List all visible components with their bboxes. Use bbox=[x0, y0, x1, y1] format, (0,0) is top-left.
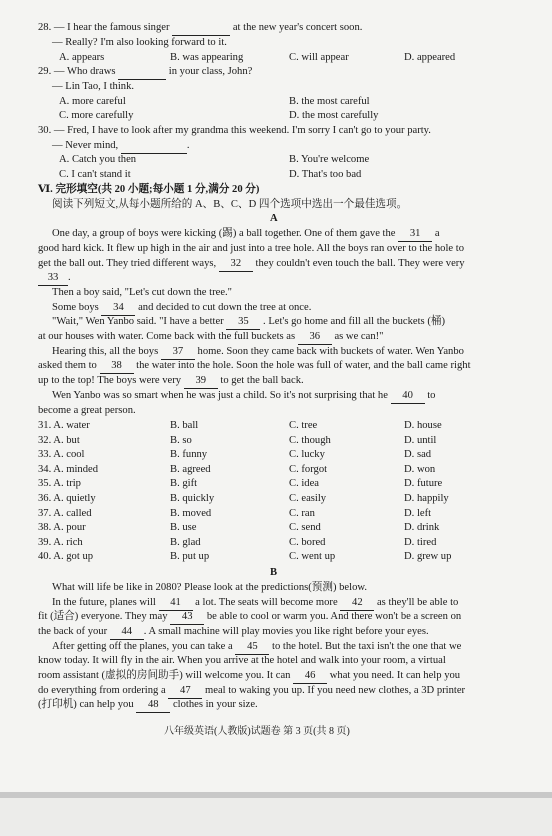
option: B. moved bbox=[170, 507, 212, 519]
passage-a-line: Then a boy said, "Let's cut down the tree." bbox=[52, 287, 233, 298]
option: B. glad bbox=[170, 536, 201, 548]
blank-46: 46 bbox=[293, 669, 327, 684]
option: C. send bbox=[289, 522, 321, 534]
passage-a-line: Some boys 34 and decided to cut down the tree at once. bbox=[52, 301, 311, 316]
passage-a-line: get the ball out. They tried different ways, 32 they couldn't even touch the ball. They were very bbox=[38, 257, 465, 272]
option: B. put up bbox=[170, 551, 210, 563]
blank-39: 39 bbox=[184, 374, 218, 389]
passage-a-line: become a great person. bbox=[38, 405, 136, 416]
option: B. quickly bbox=[170, 493, 215, 504]
option: B. the most careful bbox=[289, 96, 370, 107]
option: D. grew up bbox=[404, 551, 452, 563]
option: D. won bbox=[404, 463, 436, 475]
blank-44: 44 bbox=[110, 625, 144, 640]
blank-35: 35 bbox=[226, 315, 260, 330]
option: 32. A. but bbox=[38, 434, 80, 446]
option: C. will appear bbox=[289, 52, 349, 63]
answer-blank bbox=[121, 139, 187, 154]
option: 35. A. trip bbox=[38, 478, 81, 490]
question-30-reply: — Never mind, . bbox=[52, 139, 190, 154]
option: D. until bbox=[404, 434, 437, 446]
blank-32: 32 bbox=[219, 257, 253, 272]
question-29-reply: — Lin Tao, I think. bbox=[52, 81, 135, 92]
answer-blank bbox=[172, 21, 230, 36]
option: C. easily bbox=[289, 493, 327, 504]
option: C. idea bbox=[289, 478, 320, 490]
option: D. left bbox=[404, 507, 432, 519]
question-28-reply: — Really? I'm also looking forward to it. bbox=[52, 37, 227, 48]
question-29-stem: 29. — Who draws in your class, John? bbox=[38, 65, 252, 80]
option: C. lucky bbox=[289, 449, 325, 461]
option: C. bored bbox=[289, 536, 326, 548]
question-28-stem: 28. — I hear the famous singer at the new year's concert soon. bbox=[38, 21, 362, 36]
passage-a-line: "Wait," Wen Yanbo said. "I have a better 35 . Let's go home and fill all the buckets (桶) bbox=[52, 315, 445, 330]
section-title: Ⅵ. 完形填空(共 20 小题;每小题 1 分,满分 20 分) bbox=[38, 184, 260, 195]
option: B. so bbox=[170, 434, 192, 446]
option: B. You're welcome bbox=[289, 154, 370, 165]
option: B. funny bbox=[170, 449, 208, 461]
option: C. tree bbox=[289, 420, 318, 431]
option: C. I can't stand it bbox=[59, 169, 131, 180]
passage-a-line: One day, a group of boys were kicking (踢) a ball together. One of them gave the 31 a bbox=[52, 227, 440, 242]
blank-48: 48 bbox=[136, 698, 170, 713]
option: D. happily bbox=[404, 493, 449, 504]
question-30-stem: 30. — Fred, I have to look after my grandma this weekend. I'm sorry I can't go to your party. bbox=[38, 125, 431, 136]
passage-a-line: up to the top! The boys were very 39 to get the ball back. bbox=[38, 374, 304, 389]
passage-b-line: (打印机) can help you 48 clothes in your size. bbox=[38, 698, 258, 713]
option: C. went up bbox=[289, 551, 336, 563]
option: 34. A. minded bbox=[38, 463, 99, 475]
passage-a-line: at our houses with water. Come back with the full buckets as 36 as we can!" bbox=[38, 330, 383, 345]
option: A. appears bbox=[59, 52, 105, 63]
passage-a-line: asked them to 38 the water into the hole. Soon the hole was full of water, and the ball came right bbox=[38, 359, 471, 374]
answer-blank bbox=[118, 65, 166, 80]
option: A. Catch you then bbox=[59, 154, 137, 165]
option: D. the most carefully bbox=[289, 110, 379, 121]
scan-margin bbox=[0, 798, 552, 836]
blank-37: 37 bbox=[161, 345, 195, 360]
blank-34: 34 bbox=[101, 301, 135, 316]
option: A. more careful bbox=[59, 96, 126, 107]
blank-43: 43 bbox=[170, 610, 204, 625]
option: 37. A. called bbox=[38, 507, 92, 519]
blank-42: 42 bbox=[340, 596, 374, 611]
option: B. use bbox=[170, 522, 197, 534]
page-footer: 八年级英语(人教版)试题卷 第 3 页(共 8 页) bbox=[164, 726, 350, 737]
section-instruction: 阅读下列短文,从每小题所给的 A、B、C、D 四个选项中选出一个最佳选项。 bbox=[52, 199, 408, 210]
option: 39. A. rich bbox=[38, 536, 83, 548]
option: C. ran bbox=[289, 507, 315, 519]
option: D. appeared bbox=[404, 52, 456, 63]
option: D. drink bbox=[404, 522, 440, 534]
option: B. gift bbox=[170, 478, 198, 490]
option: 33. A. cool bbox=[38, 449, 85, 461]
blank-41: 41 bbox=[159, 596, 193, 611]
passage-b-line: know today. It will fly in the air. When you arrive at the hotel and walk into your room, a virtual bbox=[38, 655, 446, 666]
passage-a-line: good hard kick. It flew up high in the air and just into a tree hole. All the boys ran over to the hole to bbox=[38, 243, 465, 254]
passage-a-label: A bbox=[270, 213, 278, 224]
blank-45: 45 bbox=[235, 640, 269, 655]
passage-b-line: What will life be like in 2080? Please look at the predictions(预测) below. bbox=[52, 582, 367, 593]
blank-31: 31 bbox=[398, 227, 432, 242]
option: D. house bbox=[404, 420, 442, 431]
blank-47: 47 bbox=[168, 684, 202, 699]
option: 36. A. quietly bbox=[38, 493, 96, 504]
blank-36: 36 bbox=[298, 330, 332, 345]
option: D. future bbox=[404, 478, 443, 490]
passage-a-line: Wen Yanbo was so smart when he was just a child. So it's not surprising that he 40 to bbox=[52, 389, 435, 404]
option: B. ball bbox=[170, 420, 199, 431]
passage-b-line: do everything from ordering a 47 meal to waking you up. If you need new clothes, a 3D printer bbox=[38, 684, 465, 699]
passage-b-line: the back of your 44 . A small machine will play movies you like right before your eyes. bbox=[38, 625, 429, 640]
blank-38: 38 bbox=[100, 359, 134, 374]
option: B. agreed bbox=[170, 463, 211, 475]
blank-40: 40 bbox=[391, 389, 425, 404]
option: D. sad bbox=[404, 449, 432, 461]
option: C. more carefully bbox=[59, 110, 134, 121]
blank-33: 33 bbox=[38, 271, 68, 286]
option: 38. A. pour bbox=[38, 522, 86, 534]
option: D. tired bbox=[404, 536, 437, 548]
option: B. was appearing bbox=[170, 52, 244, 63]
passage-b-line: After getting off the planes, you can take a 45 to the hotel. But the taxi isn't the one that we bbox=[52, 640, 461, 655]
option: 40. A. got up bbox=[38, 551, 94, 563]
passage-b-label: B bbox=[270, 567, 278, 578]
passage-b-line: In the future, planes will 41 a lot. The seats will become more 42 as they'll be able to bbox=[52, 596, 458, 611]
option: C. forgot bbox=[289, 463, 328, 475]
passage-b-line: fit (适合) everyone. They may 43 be able to cool or warm you. And there won't be a screen on bbox=[38, 610, 461, 625]
passage-a-line: Hearing this, all the boys 37 home. Soon they came back with buckets of water. Wen Yanbo bbox=[52, 345, 464, 360]
option: D. That's too bad bbox=[289, 169, 362, 180]
option: C. though bbox=[289, 434, 331, 446]
passage-b-line: room assistant (虚拟的房间助手) will welcome you. It can 46 what you need. It can help you bbox=[38, 669, 460, 684]
passage-a-line: 33 . bbox=[38, 271, 71, 286]
option: 31. A. water bbox=[38, 420, 90, 431]
